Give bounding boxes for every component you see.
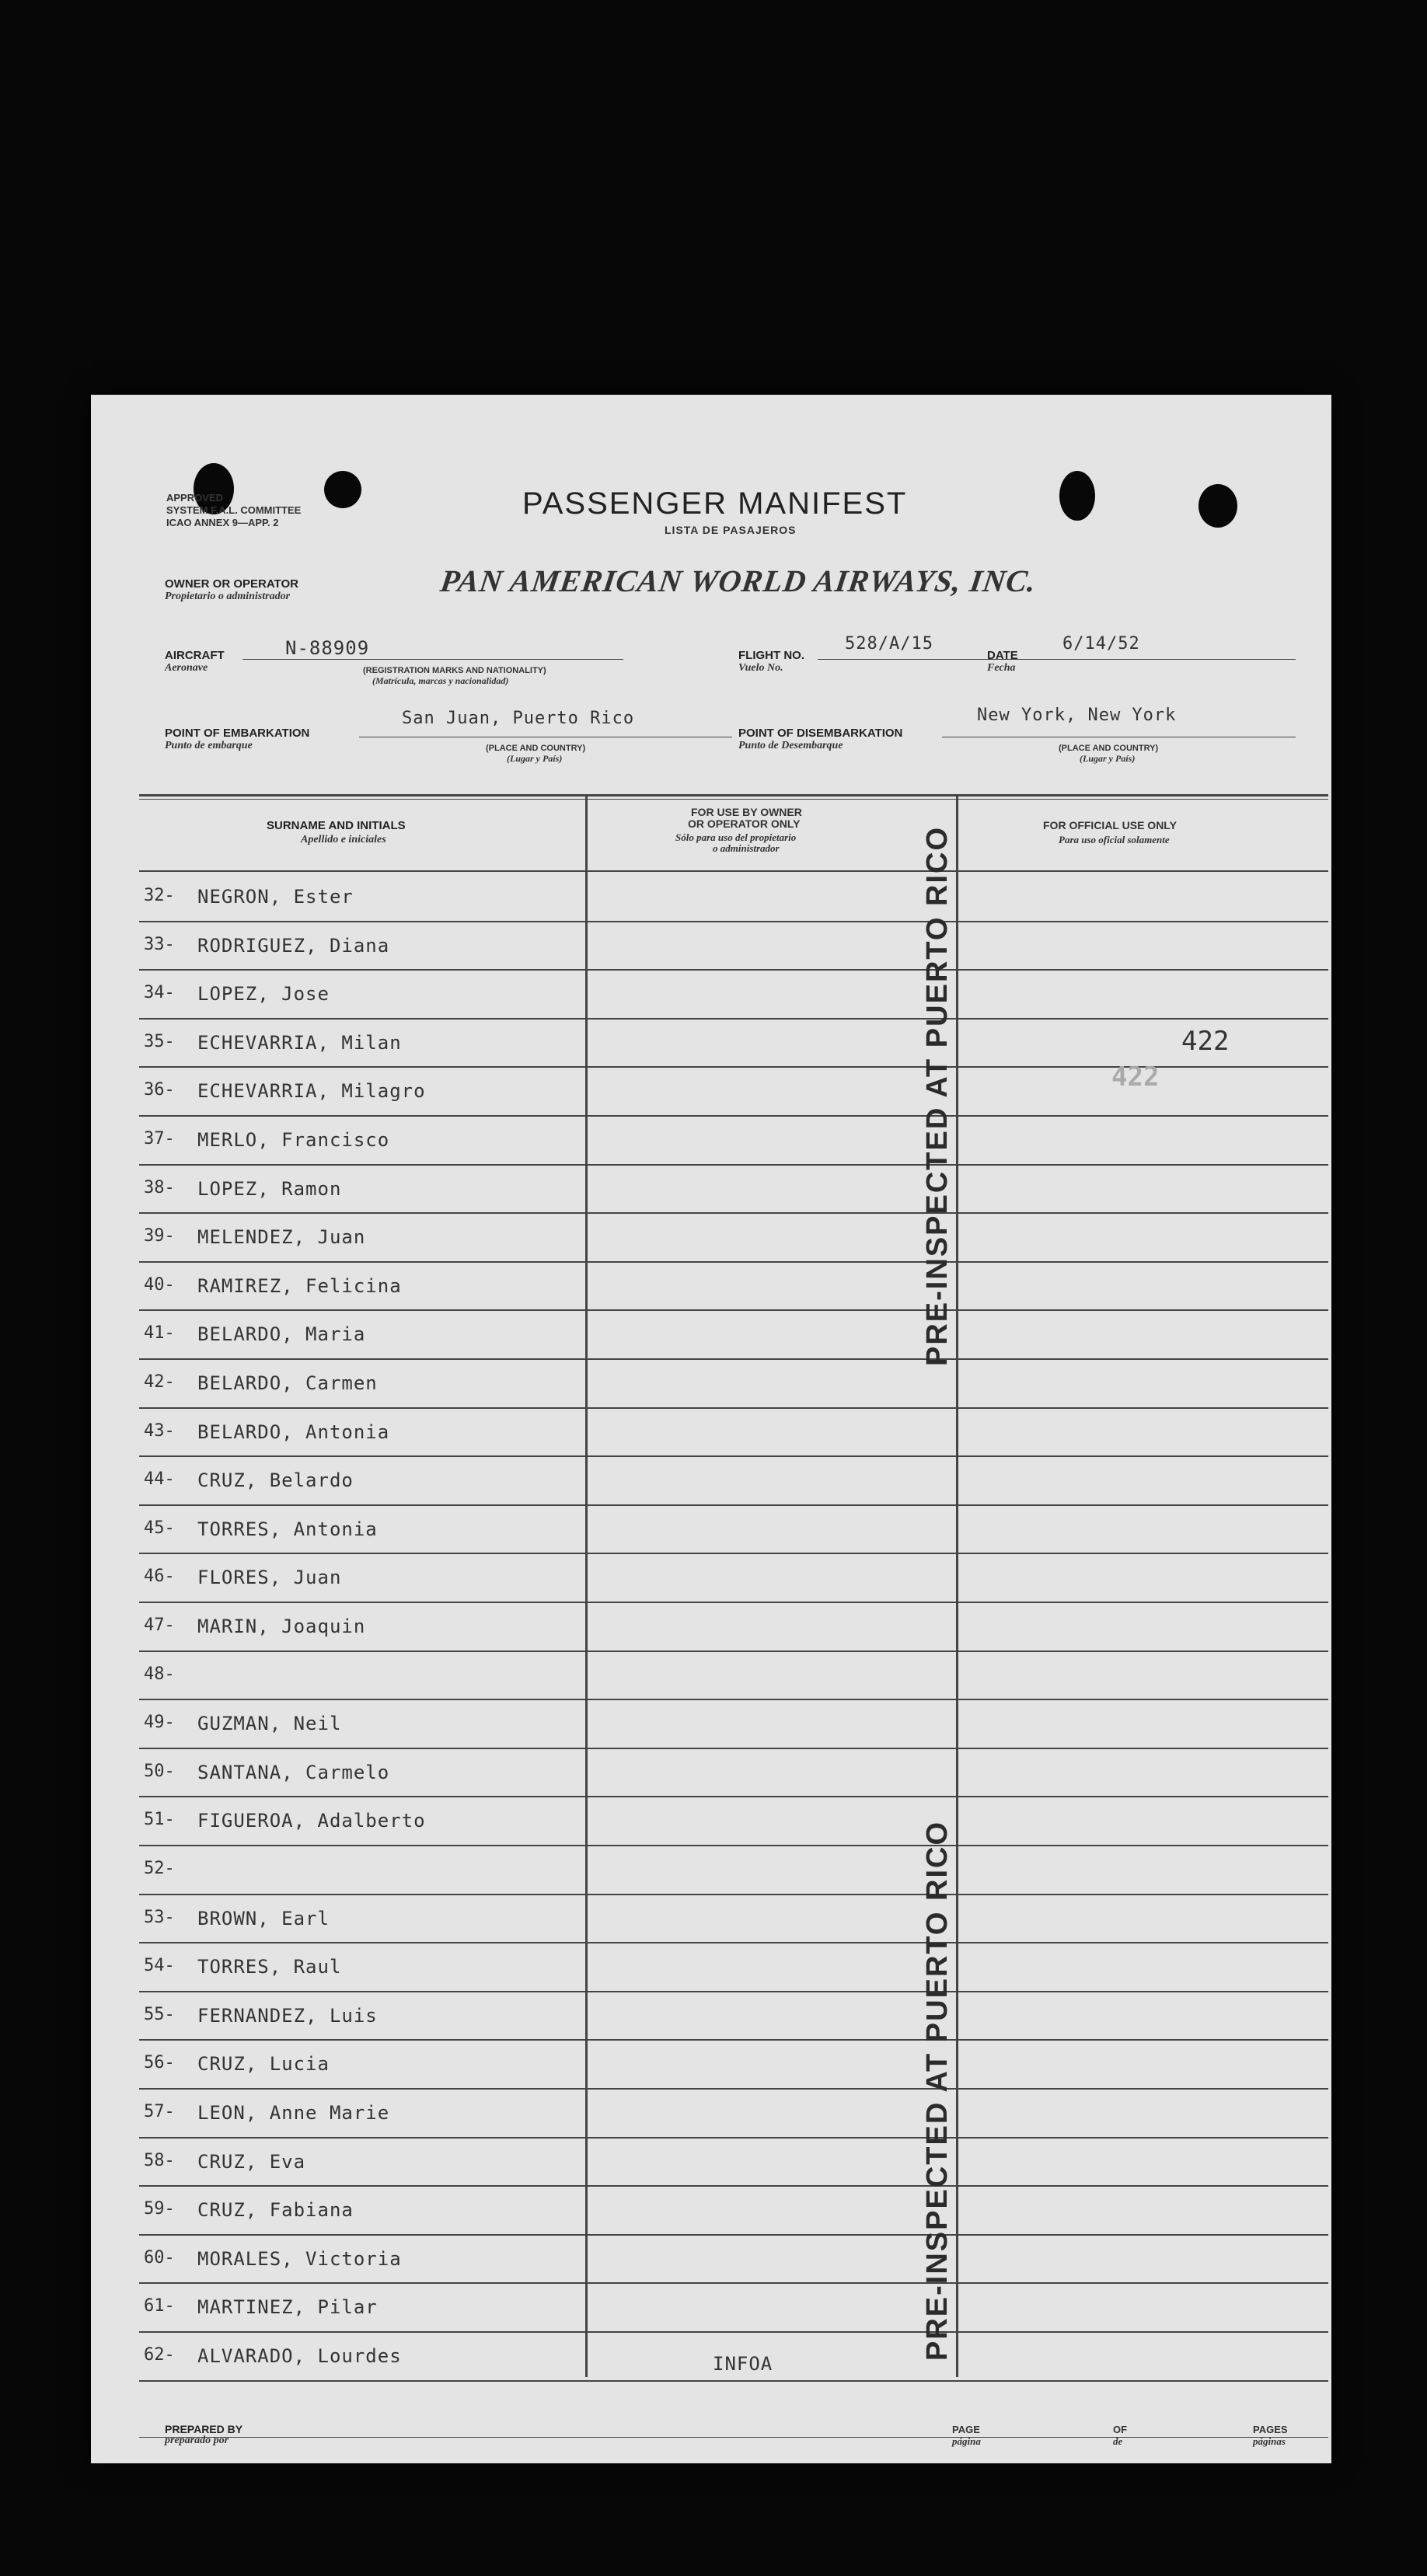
- passenger-name: TORRES, Raul: [197, 1956, 342, 1978]
- passenger-name: RODRIGUEZ, Diana: [197, 934, 390, 957]
- row-number: 62-: [144, 2345, 175, 2365]
- infoa-note: INFOA: [713, 2353, 773, 2375]
- passenger-name: MARTINEZ, Pilar: [197, 2296, 378, 2319]
- owner-label-es: Propietario o administrador: [165, 591, 291, 602]
- table-row: [139, 1602, 1321, 1650]
- row-number: 38-: [144, 1177, 175, 1197]
- punch-hole: [1059, 471, 1095, 521]
- col-official-header: FOR OFFICIAL USE ONLY: [1043, 819, 1177, 831]
- row-number: 45-: [144, 1518, 175, 1538]
- passenger-name: ALVARADO, Lourdes: [197, 2345, 402, 2367]
- of-label-es: de: [1113, 2435, 1123, 2447]
- passenger-name: FLORES, Juan: [197, 1567, 342, 1589]
- embark-label-es: Punto de embarque: [165, 740, 253, 751]
- col-surname-header-es: Apellido e iniciales: [301, 834, 386, 845]
- table-row: [139, 2185, 1321, 2233]
- page-label-es: página: [952, 2435, 981, 2447]
- aircraft-label-es: Aeronave: [165, 662, 208, 674]
- aircraft-note: (REGISTRATION MARKS AND NATIONALITY): [363, 666, 546, 675]
- table-top-rule-2: [139, 799, 1328, 800]
- page-subtitle: LISTA DE PASAJEROS: [665, 524, 797, 536]
- row-number: 33-: [144, 934, 175, 954]
- row-number: 50-: [144, 1761, 175, 1781]
- row-number: 36-: [144, 1080, 175, 1100]
- table-row: [139, 1845, 1321, 1893]
- owner-label: OWNER OR OPERATOR: [165, 577, 298, 591]
- row-number: 51-: [144, 1810, 175, 1830]
- table-row: [139, 1651, 1321, 1699]
- row-number: 48-: [144, 1664, 175, 1684]
- passenger-name: NEGRON, Ester: [197, 886, 354, 908]
- passenger-name: FERNANDEZ, Luis: [197, 2004, 378, 2027]
- row-rule: [139, 2380, 1328, 2382]
- passenger-name: CRUZ, Lucia: [197, 2053, 330, 2076]
- table-row: [139, 872, 1321, 920]
- official-number: 422: [1181, 1026, 1230, 1057]
- row-number: 43-: [144, 1420, 175, 1441]
- official-number-faint: 422: [1111, 1061, 1160, 1093]
- passenger-name: SANTANA, Carmelo: [197, 1761, 390, 1783]
- row-number: 60-: [144, 2247, 175, 2268]
- table-row: [139, 2137, 1321, 2185]
- passenger-name: FIGUEROA, Adalberto: [197, 1810, 426, 1832]
- passenger-name: MELENDEZ, Juan: [197, 1226, 366, 1249]
- embark-label: POINT OF EMBARKATION: [165, 727, 310, 740]
- approved-label: APPROVED: [166, 492, 223, 504]
- table-row: [139, 1553, 1321, 1601]
- passenger-name: RAMIREZ, Felicina: [197, 1274, 402, 1297]
- table-row: [139, 1748, 1321, 1796]
- row-number: 44-: [144, 1469, 175, 1490]
- preinspected-stamp-top: PRE-INSPECTED AT PUERTO RICO: [921, 825, 954, 1366]
- row-number: 53-: [144, 1907, 175, 1927]
- passenger-name: BROWN, Earl: [197, 1907, 330, 1929]
- col-owner-header-1: FOR USE BY OWNER: [691, 806, 802, 818]
- table-row: [139, 1991, 1321, 2039]
- passenger-name: ECHEVARRIA, Milan: [197, 1031, 402, 1054]
- row-number: 42-: [144, 1372, 175, 1392]
- table-row: [139, 1942, 1321, 1990]
- date-label: DATE: [987, 649, 1018, 662]
- page-label: PAGE: [952, 2424, 980, 2435]
- table-row: [139, 2088, 1321, 2136]
- passenger-name: CRUZ, Eva: [197, 2150, 306, 2173]
- passenger-name: MORALES, Victoria: [197, 2247, 402, 2270]
- disembark-place-note: (PLACE AND COUNTRY): [1059, 744, 1159, 753]
- footer-rule: [139, 2437, 1328, 2438]
- flight-value: 528/A/15: [845, 634, 933, 654]
- table-row: [139, 1309, 1321, 1358]
- table-row: [139, 1261, 1321, 1309]
- row-number: 58-: [144, 2150, 175, 2170]
- aircraft-underline: [242, 659, 623, 660]
- col-owner-header-es-2: o administrador: [713, 842, 780, 854]
- flight-label-es: Vuelo No.: [738, 662, 783, 674]
- punch-hole: [324, 471, 361, 508]
- table-row: [139, 1407, 1321, 1455]
- row-number: 39-: [144, 1226, 175, 1246]
- punch-hole: [1198, 484, 1237, 528]
- row-number: 59-: [144, 2199, 175, 2219]
- row-number: 37-: [144, 1129, 175, 1149]
- table-row: [139, 1796, 1321, 1844]
- passenger-name: GUZMAN, Neil: [197, 1713, 342, 1735]
- committee-label: SYSTEM F.A.L. COMMITTEE: [166, 504, 302, 516]
- table-row: [139, 1018, 1321, 1066]
- passenger-name: LOPEZ, Jose: [197, 983, 330, 1006]
- row-number: 54-: [144, 1956, 175, 1976]
- pages-label-es: páginas: [1253, 2435, 1286, 2447]
- row-number: 49-: [144, 1713, 175, 1733]
- passenger-name: ECHEVARRIA, Milagro: [197, 1080, 426, 1103]
- row-number: 56-: [144, 2053, 175, 2073]
- passenger-name: LEON, Anne Marie: [197, 2102, 390, 2124]
- table-row: [139, 2234, 1321, 2282]
- passenger-name: MARIN, Joaquin: [197, 1616, 366, 1637]
- aircraft-label: AIRCRAFT: [165, 649, 225, 662]
- table-row: [139, 1455, 1321, 1504]
- airline-name: PAN AMERICAN WORLD AIRWAYS, INC.: [438, 563, 1039, 598]
- row-number: 41-: [144, 1323, 175, 1344]
- manifest-sheet: [91, 395, 1331, 2463]
- passenger-name: BELARDO, Maria: [197, 1323, 366, 1346]
- row-number: 61-: [144, 2296, 175, 2316]
- passenger-name: TORRES, Antonia: [197, 1518, 378, 1540]
- row-number: 40-: [144, 1274, 175, 1295]
- passenger-name: CRUZ, Fabiana: [197, 2199, 354, 2222]
- icao-label: ICAO ANNEX 9—APP. 2: [166, 517, 279, 528]
- table-row: [139, 1358, 1321, 1407]
- of-label: OF: [1113, 2424, 1128, 2435]
- embark-place-note: (PLACE AND COUNTRY): [486, 744, 586, 753]
- col-surname-header: SURNAME AND INITIALS: [267, 819, 406, 832]
- passenger-name: CRUZ, Belardo: [197, 1469, 354, 1492]
- embark-value: San Juan, Puerto Rico: [402, 709, 635, 728]
- aircraft-note-es: (Matrícula, marcas y nacionalidad): [372, 675, 509, 686]
- table-row: [139, 2282, 1321, 2330]
- prepared-label-es: preparado por: [165, 2435, 229, 2446]
- table-row: [139, 2039, 1321, 2087]
- passenger-name: BELARDO, Antonia: [197, 1420, 390, 1443]
- row-number: 57-: [144, 2102, 175, 2121]
- table-row: [139, 969, 1321, 1017]
- disembark-place-note-es: (Lugar y País): [1080, 753, 1136, 764]
- disembark-value: New York, New York: [977, 706, 1177, 725]
- passenger-name: LOPEZ, Ramon: [197, 1177, 342, 1200]
- row-number: 52-: [144, 1859, 175, 1878]
- table-row: [139, 1894, 1321, 1942]
- col-owner-header-es-1: Sólo para uso del propietario: [675, 831, 797, 843]
- aircraft-value: N-88909: [285, 637, 370, 659]
- date-label-es: Fecha: [987, 662, 1016, 674]
- date-value: 6/14/52: [1062, 634, 1140, 654]
- embark-place-note-es: (Lugar y País): [507, 753, 563, 764]
- table-row: [139, 1115, 1321, 1163]
- prepared-label: PREPARED BY: [165, 2423, 243, 2435]
- pages-label: PAGES: [1253, 2424, 1288, 2435]
- table-row: [139, 1504, 1321, 1553]
- row-number: 32-: [144, 886, 175, 905]
- col-owner-header-2: OR OPERATOR ONLY: [688, 817, 801, 830]
- page-title: PASSENGER MANIFEST: [522, 486, 908, 521]
- table-row: [139, 1699, 1321, 1747]
- date-underline: [1024, 659, 1296, 660]
- flight-label: FLIGHT NO.: [738, 649, 804, 662]
- disembark-label: POINT OF DISEMBARKATION: [738, 727, 903, 740]
- passenger-name: BELARDO, Carmen: [197, 1372, 378, 1394]
- passenger-name: MERLO, Francisco: [197, 1129, 390, 1151]
- table-row: [139, 1212, 1321, 1260]
- table-row: [139, 1164, 1321, 1212]
- row-number: 34-: [144, 983, 175, 1003]
- preinspected-stamp-bottom: PRE-INSPECTED AT PUERTO RICO: [921, 1820, 954, 2361]
- col-official-header-es: Para uso oficial solamente: [1059, 834, 1170, 845]
- table-top-rule: [139, 794, 1328, 797]
- row-number: 47-: [144, 1616, 175, 1635]
- row-number: 35-: [144, 1031, 175, 1051]
- row-number: 55-: [144, 2004, 175, 2024]
- row-number: 46-: [144, 1567, 175, 1587]
- disembark-label-es: Punto de Desembarque: [738, 740, 843, 751]
- table-row: [139, 921, 1321, 969]
